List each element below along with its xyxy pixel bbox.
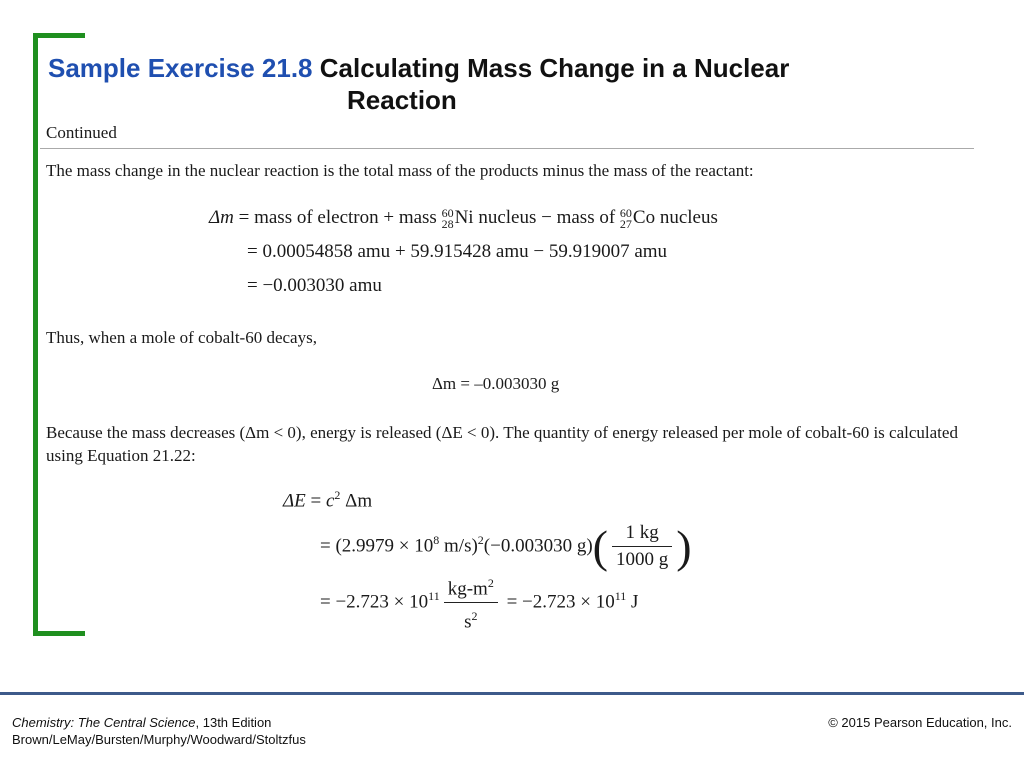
title-divider xyxy=(40,148,974,149)
c-squared: 2 xyxy=(477,533,484,547)
ni-atomic-number: 28 xyxy=(441,216,454,231)
book-authors: Brown/LeMay/Bursten/Murphy/Woodward/Stoltzfus xyxy=(12,732,306,747)
unit-numerator xyxy=(444,570,498,603)
paragraph-mole: Thus, when a mole of cobalt-60 decays, xyxy=(46,328,317,347)
mass-eq-line-1: Δm = mass of electron + mass 60 28Ni nucleus − mass of 60 27Co nucleus xyxy=(209,205,718,231)
energy-exp-a: 11 xyxy=(428,589,440,603)
unit-denominator-text: s xyxy=(464,611,472,633)
unit-numerator-text: kg-m xyxy=(447,578,488,600)
mass-eq-line-2: = 0.00054858 amu + 59.915428 amu − 59.919007 amu xyxy=(247,241,668,262)
delta-m-term: Δm xyxy=(345,490,373,512)
energy-exp-b: 11 xyxy=(614,589,627,603)
slide-title xyxy=(48,52,948,116)
conversion-fraction xyxy=(612,520,672,573)
co-nucleus: Co nucleus xyxy=(632,207,718,228)
bracket-top xyxy=(33,33,85,38)
fraction-numerator: 1 kg xyxy=(612,520,672,547)
bracket-bottom xyxy=(33,631,85,636)
mass-of-word: mass of xyxy=(556,207,616,228)
c-power: 8 xyxy=(433,533,440,547)
delta-m-grams: Δm = –0.003030 g xyxy=(432,374,560,393)
continued-label: Continued xyxy=(46,123,117,142)
footer-citation xyxy=(12,714,306,748)
delta-m-symbol: Δm xyxy=(209,207,234,228)
close-paren: ) xyxy=(676,520,692,572)
unit-denominator-exp: 2 xyxy=(471,609,478,624)
book-edition: , 13th Edition xyxy=(195,715,272,730)
title-line1: Calculating Mass Change in a Nuclear xyxy=(319,53,790,83)
energy-unit: J xyxy=(626,591,639,613)
mass-eq-line-3: = −0.003030 amu xyxy=(247,275,382,296)
electron-mass-value: 0.00054858 amu xyxy=(262,241,391,262)
ni-nuclide-scripts xyxy=(441,205,454,231)
footer-divider xyxy=(0,692,1024,695)
exercise-number: Sample Exercise 21.8 xyxy=(48,53,313,83)
ni-nucleus: Ni nucleus xyxy=(454,207,537,228)
unit-denominator xyxy=(444,603,498,635)
energy-value-a: −2.723 × 10 xyxy=(335,591,429,613)
ni-mass-number: 60 xyxy=(441,205,454,220)
paragraph-energy: Because the mass decreases (Δm < 0), energy is released (ΔE < 0). The quantity of energy released per mole of cobalt-60 is calculated using Equation 21.22: xyxy=(46,423,958,465)
fraction-denominator: 1000 g xyxy=(616,549,669,571)
footer-copyright: © 2015 Pearson Education, Inc. xyxy=(828,715,1012,730)
delta-e-symbol: ΔE xyxy=(283,490,306,512)
book-title: Chemistry: The Central Science xyxy=(12,715,196,730)
energy-eq-line-2: = ($2.9979 \times 10^8$ m/s)$^2$(−0.003030 g)( $\frac{1 kg}{1000 g}$ ) xyxy=(320,520,692,572)
co-atomic-number: 27 xyxy=(619,216,632,231)
energy-value-b: −2.723 × 10 xyxy=(522,591,615,613)
c-unit: m/s) xyxy=(439,535,478,557)
mass-change-value: −0.003030 amu xyxy=(262,275,382,296)
co-mass-value: 59.919007 amu xyxy=(548,241,668,262)
mass-term: (−0.003030 g) xyxy=(483,535,593,557)
energy-eq-line-1: $\Delta E = c^2$ Δm xyxy=(283,488,373,512)
mass-change-equation xyxy=(209,201,718,303)
unit-numerator-exp: 2 xyxy=(487,576,494,591)
c-exponent: 2 xyxy=(334,488,341,502)
mass-word: mass xyxy=(398,207,437,228)
energy-eq-line-3: = $-2.723 \times 10^{11}$ $\frac{kg-m^2}{s^2}$ = $-2.723 \times 10^{11}$ J xyxy=(283,568,692,624)
co-mass-number: 60 xyxy=(619,205,632,220)
energy-equation xyxy=(283,478,692,633)
ni-mass-value: 59.915428 amu xyxy=(410,241,529,262)
unit-fraction xyxy=(444,570,498,636)
open-paren: ( xyxy=(592,520,608,572)
speed-of-light: c xyxy=(325,490,335,512)
bracket-left xyxy=(33,33,38,636)
title-line2: Reaction xyxy=(347,85,457,115)
paragraph-mass-change: The mass change in the nuclear reaction is the total mass of the products minus the mass of the reactant: xyxy=(46,161,754,180)
c-value: (2.9979 × 10 xyxy=(335,535,434,557)
co-nuclide-scripts xyxy=(619,205,632,231)
mass-electron: mass of electron xyxy=(254,207,379,228)
